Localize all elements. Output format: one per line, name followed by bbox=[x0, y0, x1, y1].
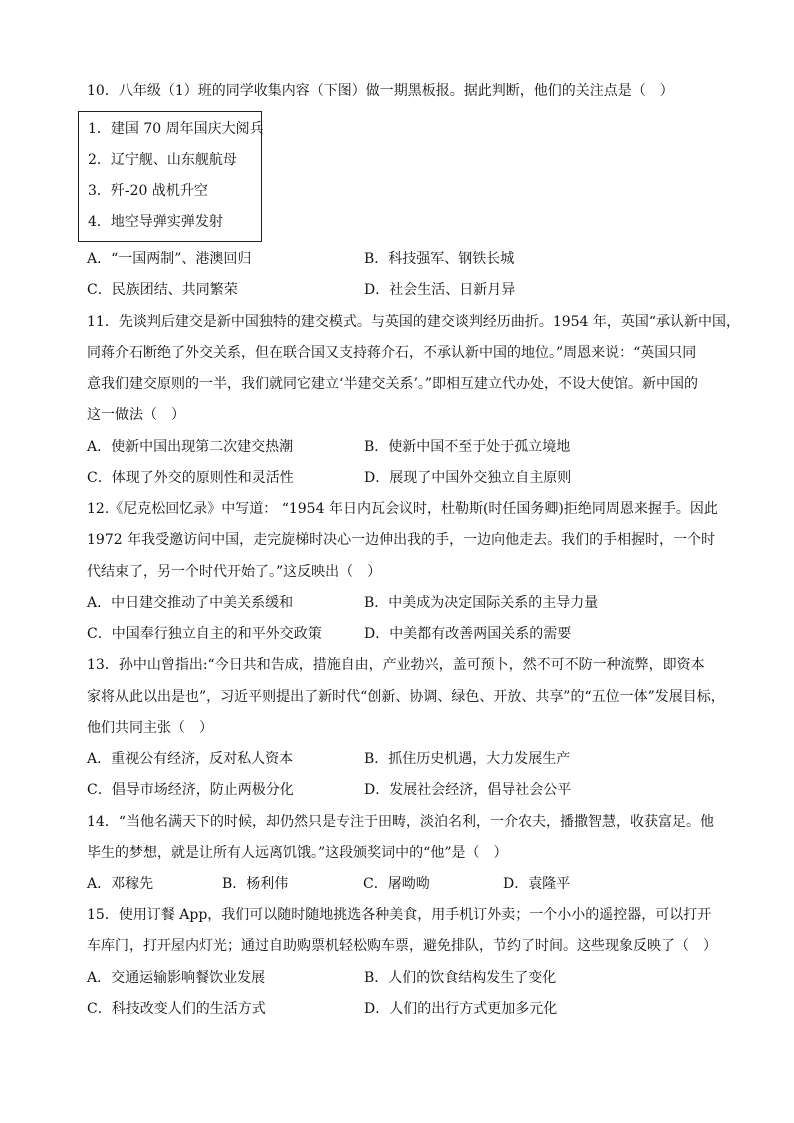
q11-stem-line-4: 这一做法（ ） bbox=[87, 407, 185, 423]
q10-option-b[interactable]: B．科技强军、钢铁长城 bbox=[364, 251, 515, 267]
q11-option-a[interactable]: A．使新中国出现第二次建交热潮 bbox=[87, 439, 294, 455]
q14-option-b[interactable]: B．杨利伟 bbox=[222, 876, 289, 892]
q13-option-b[interactable]: B．抓住历史机遇，大力发展生产 bbox=[364, 751, 571, 767]
q15-option-c[interactable]: C．科技改变人们的生活方式 bbox=[87, 1001, 266, 1017]
q15-option-a[interactable]: A．交通运输影响餐饮业发展 bbox=[87, 970, 266, 986]
q14-stem-line-2: 毕生的梦想，就是让所有人远离饥饿。”这段颁奖词中的“他”是（ ） bbox=[87, 845, 508, 861]
q10-stem: 10．八年级（1）班的同学收集内容（下图）做一期黑板报。据此判断，他们的关注点是（ ） bbox=[87, 83, 674, 99]
q10-option-d[interactable]: D．社会生活、日新月异 bbox=[364, 282, 516, 298]
q14-option-c[interactable]: C．屠呦呦 bbox=[363, 876, 430, 892]
q12-option-a[interactable]: A．中日建交推动了中美关系缓和 bbox=[87, 595, 294, 611]
q13-option-c[interactable]: C．倡导市场经济，防止两极分化 bbox=[87, 782, 294, 798]
q12-stem-line-1: 12.《尼克松回忆录》中写道： “1954 年日内瓦会议时，杜勒斯(时任国务卿)拒绝同周恩来握手。因此 bbox=[87, 501, 718, 517]
q14-option-a[interactable]: A．邓稼先 bbox=[87, 876, 154, 892]
q10-box-item-2: 2．辽宁舰、山东舰航母 bbox=[88, 152, 237, 168]
q15-stem-line-2: 车库门，打开屋内灯光；通过自助购票机轻松购车票，避免排队，节约了时间。这些现象反映了（ ） bbox=[87, 938, 717, 954]
q12-stem-line-2: 1972 年我受邀访问中国，走完旋梯时决心一边伸出我的手，一边向他走去。我们的手相握时，一个时 bbox=[87, 532, 716, 548]
q10-box-item-1: 1．建国 70 周年国庆大阅兵 bbox=[88, 121, 264, 137]
q15-stem-line-1: 15．使用订餐 App，我们可以随时随地挑选各种美食，用手机订外卖；一个小小的遥控器，可以打开 bbox=[87, 907, 712, 923]
q15-option-b[interactable]: B．人们的饮食结构发生了变化 bbox=[364, 970, 557, 986]
q10-option-a[interactable]: A．“一国两制”、港澳回归 bbox=[87, 251, 252, 267]
q12-stem-line-3: 代结束了，另一个时代开始了。”这反映出（ ） bbox=[87, 564, 382, 580]
q11-stem-line-2: 同蒋介石断绝了外交关系，但在联合国又支持蒋介石，不承认新中国的地位。”周恩来说：“英国只同 bbox=[87, 345, 697, 361]
q10-box-item-3: 3．歼-20 战机升空 bbox=[88, 183, 208, 199]
q11-option-c[interactable]: C．体现了外交的原则性和灵活性 bbox=[87, 470, 294, 486]
q12-option-b[interactable]: B．中美成为决定国际关系的主导力量 bbox=[364, 595, 599, 611]
q10-blackboard-content-box bbox=[78, 111, 262, 242]
q11-option-b[interactable]: B．使新中国不至于处于孤立境地 bbox=[364, 439, 571, 455]
q10-box-item-4: 4．地空导弹实弹发射 bbox=[88, 214, 223, 230]
q12-option-d[interactable]: D．中美都有改善两国关系的需要 bbox=[364, 626, 572, 642]
q11-option-d[interactable]: D．展现了中国外交独立自主原则 bbox=[364, 470, 572, 486]
q13-option-a[interactable]: A．重视公有经济，反对私人资本 bbox=[87, 751, 294, 767]
q15-option-d[interactable]: D．人们的出行方式更加多元化 bbox=[364, 1001, 558, 1017]
q13-stem-line-1: 13．孙中山曾指出:“今日共和告成，措施自由，产业勃兴，盖可预卜，然不可不防一种流弊，即资本 bbox=[87, 657, 705, 673]
q14-stem-line-1: 14．“当他名满天下的时候，却仍然只是专注于田畴，淡泊名利，一介农夫，播撒智慧，收获富足。他 bbox=[87, 814, 714, 830]
q14-option-d[interactable]: D．袁隆平 bbox=[503, 876, 571, 892]
q13-option-d[interactable]: D．发展社会经济，倡导社会公平 bbox=[364, 782, 572, 798]
q11-stem-line-1: 11．先谈判后建交是新中国独特的建交模式。与英国的建交谈判经历曲折。1954 年，英国“承认新中国， bbox=[87, 314, 741, 330]
q10-option-c[interactable]: C．民族团结、共同繁荣 bbox=[87, 282, 238, 298]
q13-stem-line-2: 家将从此以出是也”，习近平则提出了新时代“创新、协调、绿色、开放、共享”的“五位一体”发展目标， bbox=[87, 689, 725, 705]
q12-option-c[interactable]: C．中国奉行独立自主的和平外交政策 bbox=[87, 626, 322, 642]
q11-stem-line-3: 意我们建交原则的一半，我们就同它建立‘半建交关系’。”即相互建立代办处，不设大使馆。新中国的 bbox=[87, 376, 699, 392]
q13-stem-line-3: 他们共同主张（ ） bbox=[87, 720, 213, 736]
